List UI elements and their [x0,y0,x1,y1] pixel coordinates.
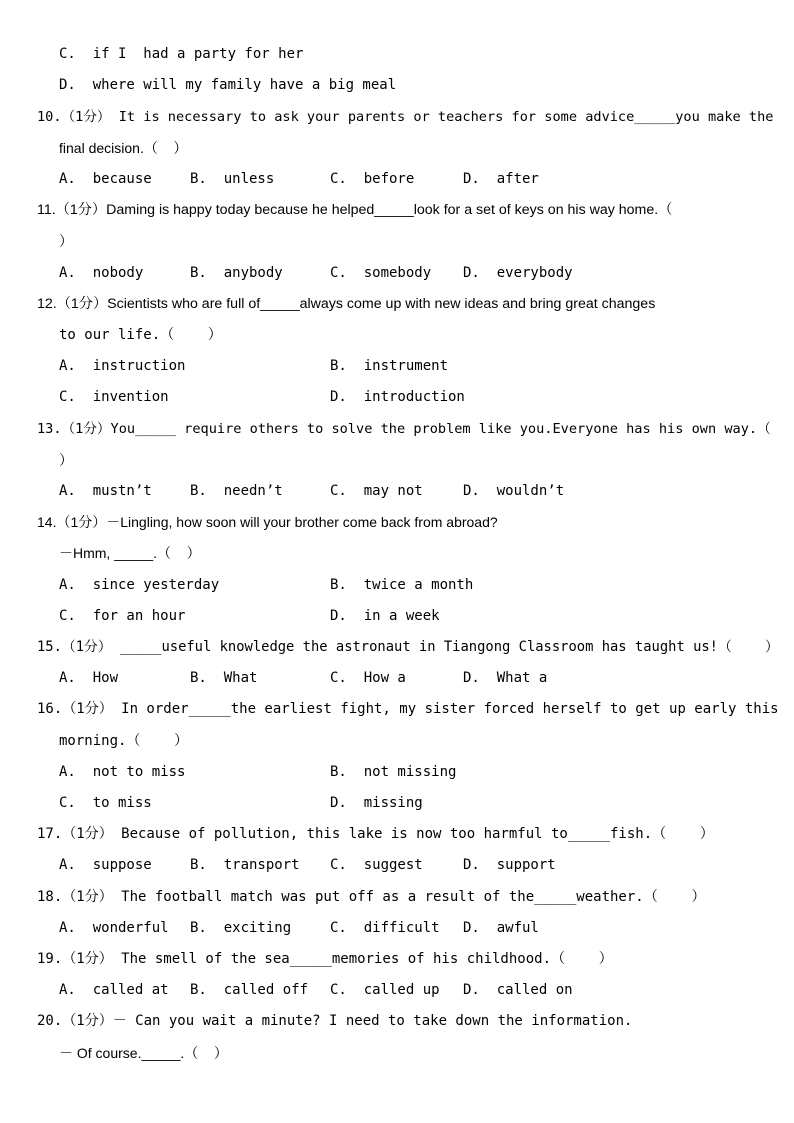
q12-option-b: B. instrument [330,358,449,374]
q10-option-d: D. after [463,171,539,187]
q20-stem-line2: － Of course._____.（ ） [59,1045,228,1061]
q9-option-d: D. where will my family have a big meal [59,77,397,93]
q14-option-b: B. twice a month [330,577,474,593]
q16-stem-line2: morning.（ ） [59,733,189,749]
q10-option-c: C. before [330,171,415,187]
q17-option-b: B. transport [190,857,300,873]
q11-stem-line1: 11.（1分）Daming is happy today because he helped_____look for a set of keys on his way home.（ [37,202,673,218]
q11-option-a: A. nobody [59,265,144,281]
q18-option-b: B. exciting [190,920,292,936]
q19-option-c: C. called up [330,982,440,998]
q10-option-a: A. because [59,171,152,187]
q15-option-b: B. What [190,670,258,686]
q11-option-d: D. everybody [463,265,573,281]
q14-option-a: A. since yesterday [59,577,220,593]
q18-stem-line1: 18.（1分） The football match was put off as a result of the_____weather.（ ） [37,889,706,905]
q19-option-a: A. called at [59,982,169,998]
q17-stem-line1: 17.（1分） Because of pollution, this lake is now too harmful to_____fish.（ ） [37,826,714,842]
q16-option-b: B. not missing [330,764,457,780]
q12-option-c: C. invention [59,389,169,405]
q15-stem-line1: 15.（1分） _____useful knowledge the astronaut in Tiangong Classroom has taught us!（ ） [37,639,779,655]
q14-stem-line1: 14.（1分）－Lingling, how soon will your brother come back from abroad? [37,514,498,530]
q12-stem-line1: 12.（1分）Scientists who are full of_____always come up with new ideas and bring great changes [37,296,656,312]
q17-option-d: D. support [463,857,556,873]
q15-option-d: D. What a [463,670,548,686]
q13-stem-line2: ） [59,452,73,468]
q13-option-a: A. mustnʼt [59,483,152,499]
q16-option-d: D. missing [330,795,423,811]
q20-stem-line1: 20.（1分）－ Can you wait a minute? I need to take down the information. [37,1013,633,1029]
q14-option-c: C. for an hour [59,608,186,624]
q12-stem-line2: to our life.（ ） [59,327,222,343]
q19-option-b: B. called off [190,982,309,998]
q16-option-c: C. to miss [59,795,152,811]
q13-option-c: C. may not [330,483,423,499]
q11-stem-line2: ） [59,233,73,249]
q14-stem-line2: －Hmm, _____.（ ） [59,545,201,561]
q16-option-a: A. not to miss [59,764,186,780]
q13-stem-line1: 13.（1分）You_____ require others to solve the problem like you.Everyone has his own way.（ [37,421,771,437]
q15-option-a: A. How [59,670,119,686]
q18-option-a: A. wonderful [59,920,169,936]
q9-option-c: C. if I had a party for her [59,46,304,62]
q19-option-d: D. called on [463,982,573,998]
q12-option-d: D. introduction [330,389,465,405]
q11-option-c: C. somebody [330,265,432,281]
q14-option-d: D. in a week [330,608,440,624]
q11-option-b: B. anybody [190,265,283,281]
q10-stem-line2: final decision.（ ） [59,140,188,156]
q13-option-d: D. wouldnʼt [463,483,565,499]
q12-option-a: A. instruction [59,358,186,374]
q18-option-c: C. difficult [330,920,440,936]
q13-option-b: B. neednʼt [190,483,283,499]
q17-option-c: C. suggest [330,857,423,873]
q17-option-a: A. suppose [59,857,152,873]
q10-stem-line1: 10.（1分） It is necessary to ask your parents or teachers for some advice_____you make the [37,109,774,125]
q10-option-b: B. unless [190,171,275,187]
q15-option-c: C. How a [330,670,406,686]
q18-option-d: D. awful [463,920,539,936]
q19-stem-line1: 19.（1分） The smell of the sea_____memories of his childhood.（ ） [37,951,613,967]
q16-stem-line1: 16.（1分） In order_____the earliest fight, my sister forced herself to get up early this [37,701,779,717]
